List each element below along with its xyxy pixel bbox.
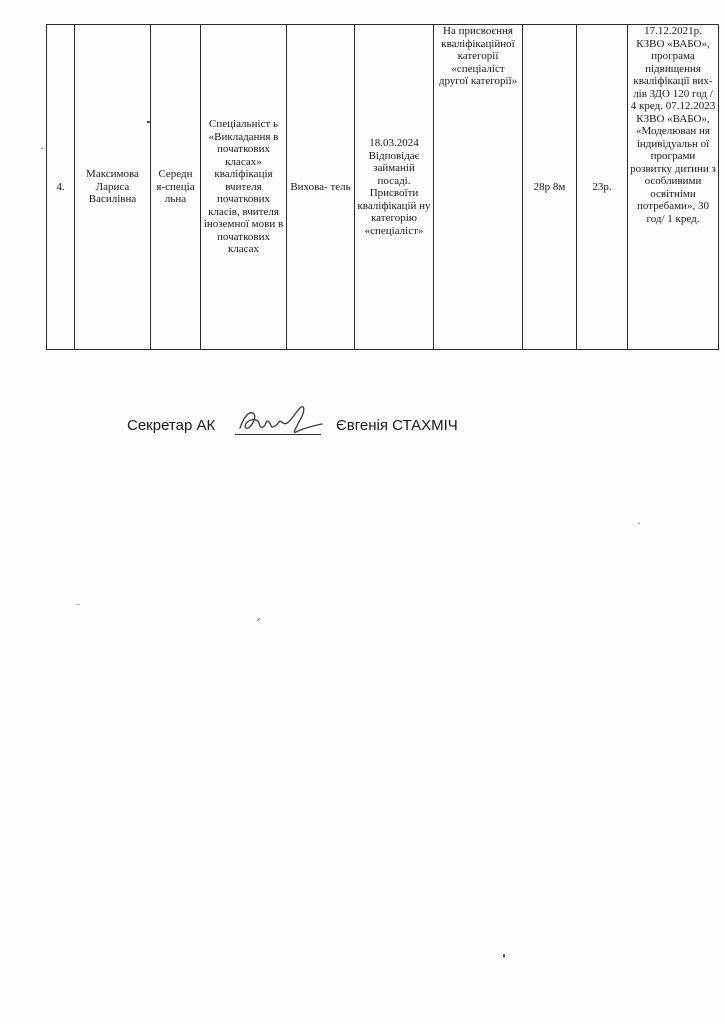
education-cell: Середн я-спеціа льна (151, 25, 201, 350)
row-number: 4. (47, 25, 75, 350)
signatory-name: Євгенія СТАХМІЧ (336, 417, 458, 434)
total-experience-cell: 28р 8м (523, 25, 577, 350)
scan-speck (76, 604, 80, 605)
pedagogical-experience-cell: 23р. (577, 25, 628, 350)
request-cell: На присвоєння кваліфікаційної категорії «спеціаліст другої категорії» (434, 25, 523, 350)
attestation-table (46, 24, 719, 350)
scan-speck (147, 121, 150, 123)
full-name-cell: Максимова Лариса Василівна (75, 25, 151, 350)
handwritten-signature (234, 402, 326, 438)
scan-speck (503, 954, 505, 957)
courses-cell: 17.12.2021р. КЗВО «ВАБО», програма підвищення кваліфікації вих-лів ЗДО 120 год / 4 кред. 07.12.2023 КЗВО «ВАБО», «Моделюван ня індивідуальн ої програми розвитку дитини з особливими освітніми потребами», 30 год/ 1 кред. (628, 25, 719, 350)
scan-speck (41, 148, 43, 149)
signatory-role: Секретар АК (127, 417, 216, 434)
table-row (47, 25, 719, 350)
scan-speck (257, 618, 260, 621)
scan-speck (638, 523, 640, 524)
position-cell: Вихова- тель (287, 25, 355, 350)
specialty-cell: Спеціальніст ь «Викладання в початкових класах» кваліфікація вчителя початкових класів, вчителя іноземної мови в початкових класах (201, 25, 287, 350)
attestation-result-cell: 18.03.2024 Відповідає займаній посаді. Присвоїти кваліфікацій ну категорію «спеціаліст» (355, 25, 434, 350)
